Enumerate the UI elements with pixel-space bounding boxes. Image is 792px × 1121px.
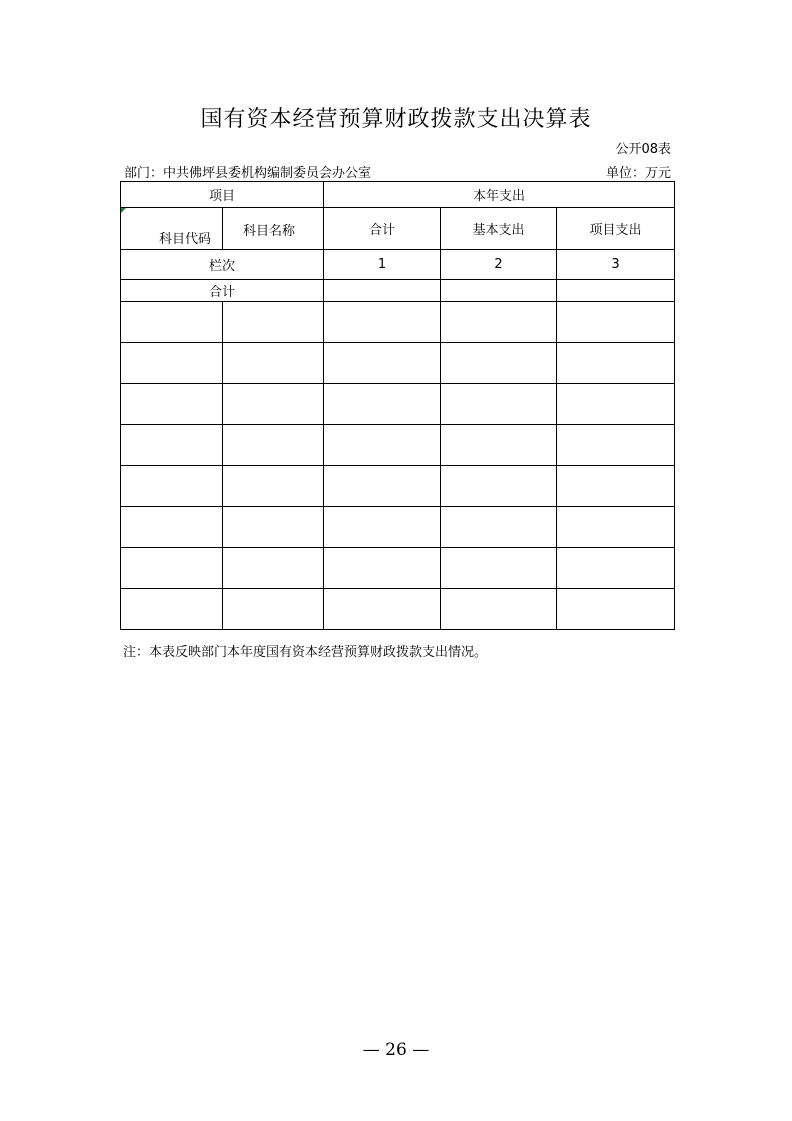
comment-marker — [121, 208, 126, 213]
header-total: 合计 — [324, 208, 441, 250]
header-code-cell — [121, 208, 223, 250]
table-row — [121, 589, 675, 630]
index-label: 栏次 — [121, 250, 324, 280]
table-row — [121, 384, 675, 425]
index-row — [121, 250, 675, 280]
table-header-row — [121, 182, 675, 208]
total-value — [324, 280, 441, 302]
table-row — [121, 302, 675, 343]
index-2: 2 — [441, 250, 557, 280]
unit-label: 单位：万元 — [605, 166, 671, 181]
table-row — [121, 548, 675, 589]
report-title: 国有资本经营预算财政拨款支出决算表 — [200, 107, 592, 132]
table-subheader-row — [121, 208, 675, 250]
table-row — [121, 425, 675, 466]
department-label: 部门：中共佛坪县委机构编制委员会办公室 — [124, 166, 372, 181]
table-row — [121, 343, 675, 384]
header-expense: 本年支出 — [324, 182, 675, 208]
total-basic — [441, 280, 557, 302]
index-3: 3 — [557, 250, 675, 280]
header-basic: 基本支出 — [441, 208, 557, 250]
footnote: 注：本表反映部门本年度国有资本经营预算财政拨款支出情况。 — [123, 645, 488, 660]
total-row — [121, 280, 675, 302]
page-number: — 26 — — [362, 1040, 430, 1060]
total-project — [557, 280, 675, 302]
form-code: 公开08表 — [615, 142, 671, 157]
table-row — [121, 507, 675, 548]
header-name-cell — [223, 208, 324, 250]
index-1: 1 — [324, 250, 441, 280]
table-row — [121, 466, 675, 507]
header-name: 科目名称 — [243, 224, 296, 239]
header-item: 项目 — [121, 182, 324, 208]
header-project: 项目支出 — [557, 208, 675, 250]
header-code: 科目代码 — [159, 232, 212, 247]
expenditure-table — [120, 181, 675, 630]
total-label: 合计 — [121, 280, 324, 302]
